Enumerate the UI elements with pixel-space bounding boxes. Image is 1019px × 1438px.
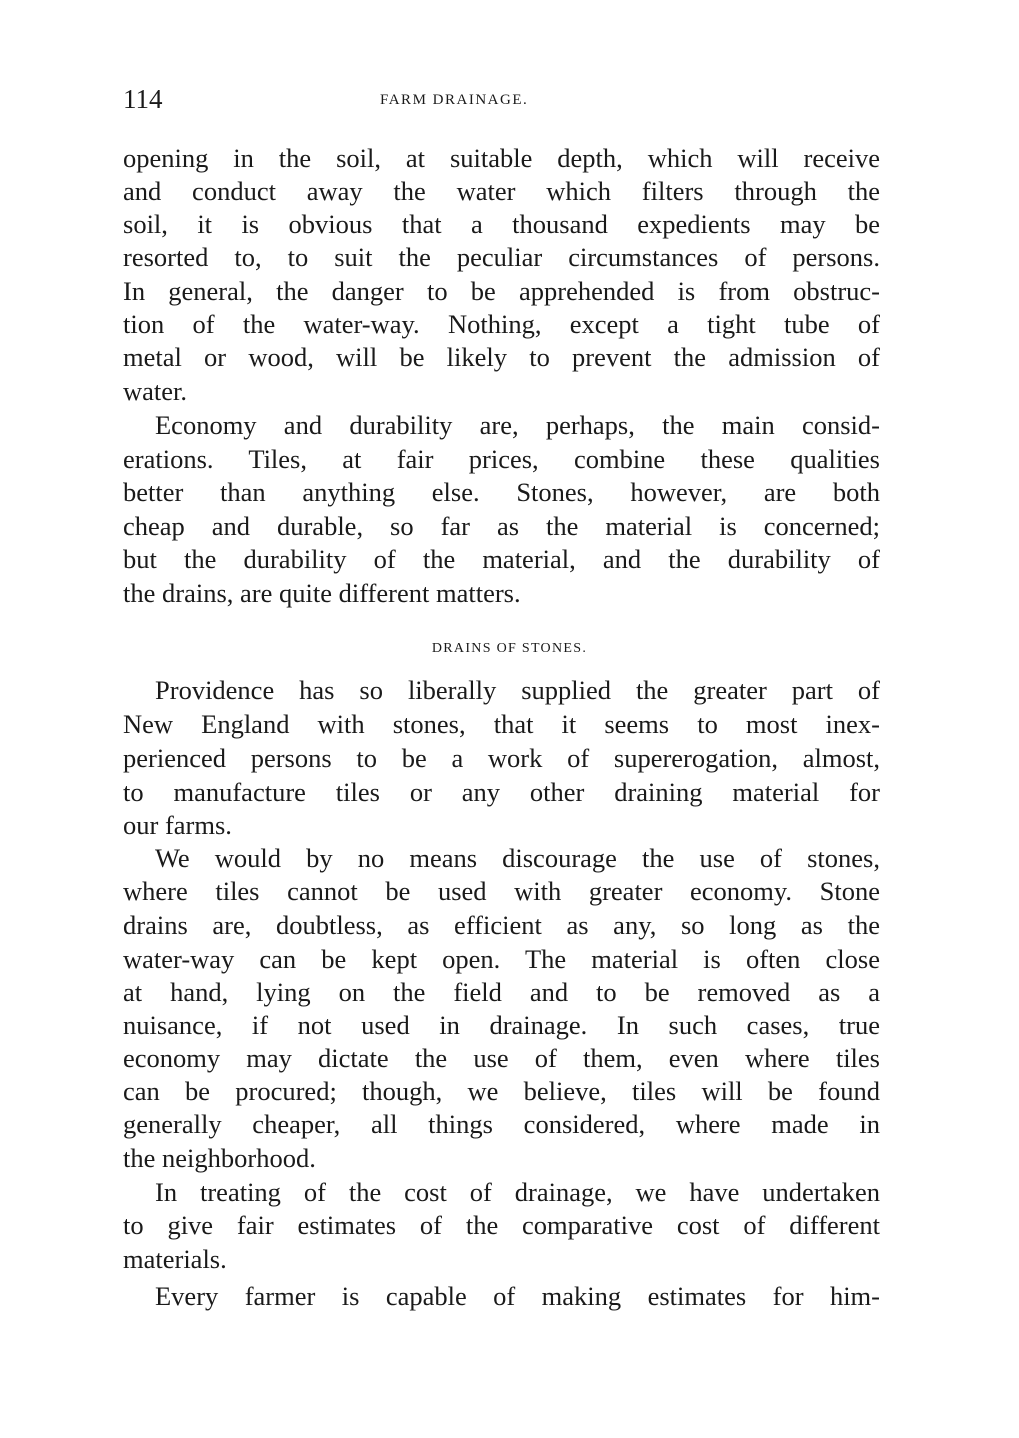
text-line: to manufacture tiles or any other draining material for — [123, 777, 880, 807]
text-line: our farms. — [123, 810, 232, 840]
text-line: nuisance, if not used in drainage. In such cases, true — [123, 1010, 880, 1040]
text-line: to give fair estimates of the comparative cost of different — [123, 1210, 880, 1240]
text-line: where tiles cannot be used with greater economy. Stone — [123, 876, 880, 906]
text-line: economy may dictate the use of them, even where tiles — [123, 1043, 880, 1073]
text-line: water. — [123, 376, 188, 406]
text-line: soil, it is obvious that a thousand expedients may be — [123, 209, 880, 239]
text-line: perienced persons to be a work of supererogation, almost, — [123, 743, 880, 773]
text-line: but the durability of the material, and the durability of — [123, 544, 880, 574]
text-line: the neighborhood. — [123, 1143, 316, 1173]
section-heading: DRAINS OF STONES. — [431, 641, 588, 656]
text-line: materials. — [123, 1244, 227, 1274]
text-line: can be procured; though, we believe, tiles will be found — [123, 1076, 880, 1106]
text-line: In treating of the cost of drainage, we have undertaken — [155, 1177, 880, 1207]
text-line: at hand, lying on the field and to be removed as a — [123, 977, 880, 1007]
text-line: In general, the danger to be apprehended is from obstruc- — [123, 276, 880, 306]
text-line: Providence has so liberally supplied the greater part of — [155, 675, 880, 705]
text-line: cheap and durable, so far as the material is concerned; — [123, 511, 880, 541]
running-title: FARM DRAINAGE. — [380, 92, 529, 108]
page-number: 114 — [123, 84, 163, 114]
text-line: water-way can be kept open. The material is often close — [123, 944, 880, 974]
text-line: Every farmer is capable of making estimates for him- — [155, 1281, 880, 1311]
text-line: metal or wood, will be likely to prevent the admission of — [123, 342, 880, 372]
text-line: drains are, doubtless, as efficient as any, so long as the — [123, 910, 880, 940]
text-line: We would by no means discourage the use of stones, — [155, 843, 880, 873]
text-line: generally cheaper, all things considered, where made in — [123, 1109, 880, 1139]
text-line: better than anything else. Stones, however, are both — [123, 477, 880, 507]
text-line: opening in the soil, at suitable depth, which will receive — [123, 143, 880, 173]
text-line: and conduct away the water which filters through the — [123, 176, 880, 206]
text-line: the drains, are quite different matters. — [123, 578, 521, 608]
text-line: resorted to, to suit the peculiar circumstances of persons. — [123, 242, 880, 272]
text-line: tion of the water-way. Nothing, except a tight tube of — [123, 309, 880, 339]
text-line: Economy and durability are, perhaps, the main consid- — [155, 410, 880, 440]
text-line: New England with stones, that it seems to most inex- — [123, 709, 880, 739]
text-line: erations. Tiles, at fair prices, combine these qualities — [123, 444, 880, 474]
